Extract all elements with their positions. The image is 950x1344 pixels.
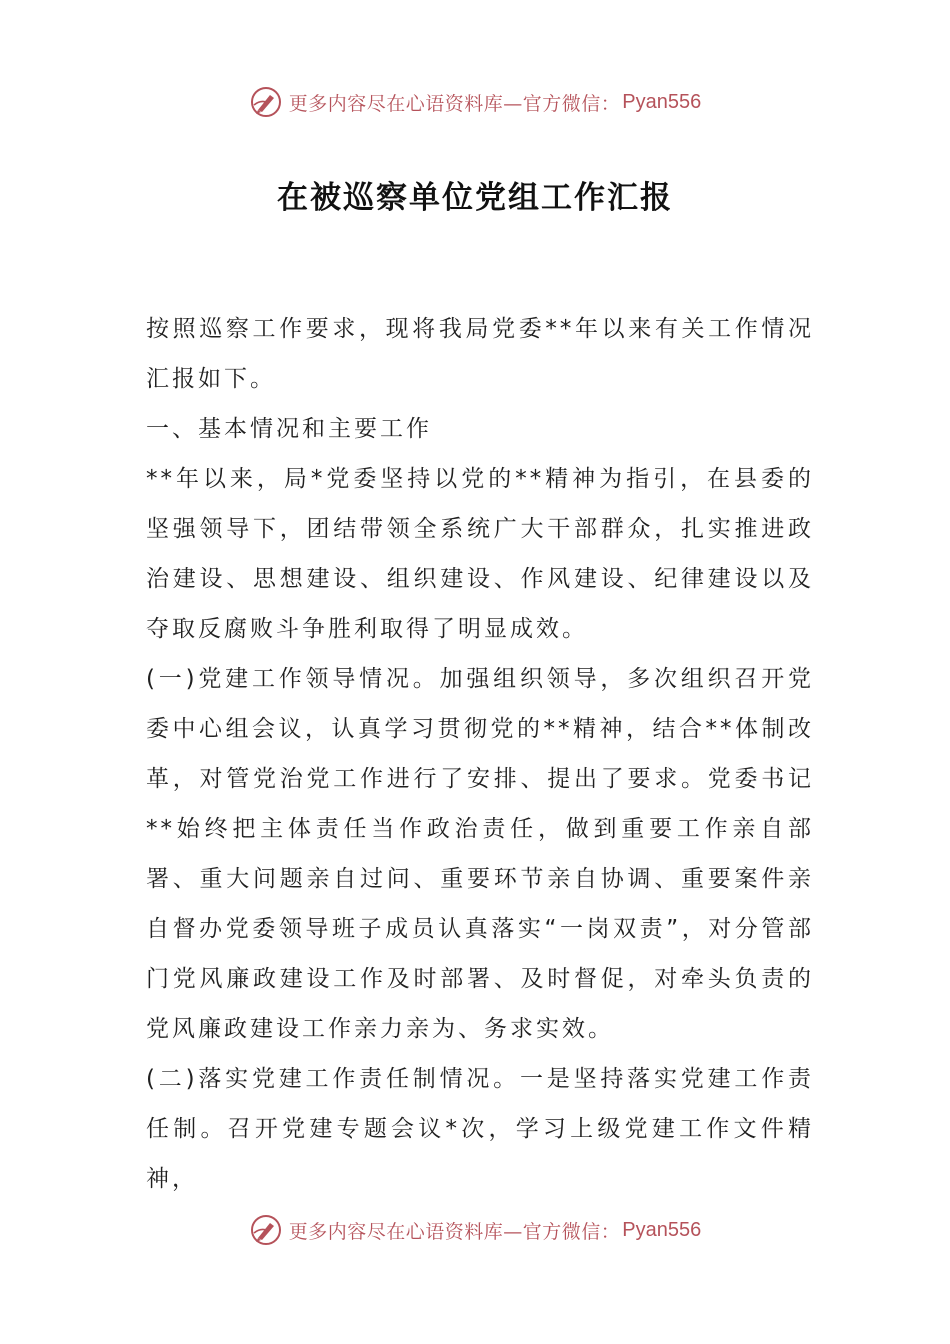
document-body (146, 304, 814, 1204)
section-heading: 一、基本情况和主要工作 (146, 416, 432, 442)
intro-paragraph: 按照巡察工作要求，现将我局党委**年以来有关工作情况汇报如下。 (146, 316, 814, 392)
watermark-handle: Pyan556 (622, 1218, 702, 1241)
pen-logo-icon (249, 85, 283, 119)
pen-logo-icon (249, 1213, 283, 1247)
watermark-text: 更多内容尽在心语资料库—官方微信： (288, 1220, 621, 1243)
body-paragraph: **年以来，局*党委坚持以党的**精神为指引，在县委的坚强领导下，团结带领全系统广大干部群众，扎实推进政治建设、思想建设、组织建设、作风建设、纪律建设以及夺取反腐败斗争胜利取得了明显成效。 (146, 466, 814, 642)
body-paragraph: (二)落实党建工作责任制情况。一是坚持落实党建工作责任制。召开党建专题会议*次，学习上级党建工作文件精神， (146, 1066, 814, 1192)
watermark-text: 更多内容尽在心语资料库—官方微信： (288, 92, 621, 115)
document-title: 在被巡察单位党组工作汇报 (277, 180, 673, 216)
header-watermark (0, 82, 950, 122)
body-paragraph: (一)党建工作领导情况。加强组织领导，多次组织召开党委中心组会议，认真学习贯彻党的**精神，结合**体制改革，对管党治党工作进行了安排、提出了要求。党委书记**始终把主体责任当作政治责任，做到重要工作亲自部署、重大问题亲自过问、重要环节亲自协调、重要案件亲自督办党委领导班子成员认真落实“一岗双责”，对分管部门党风廉政建设工作及时部署、及时督促，对牵头负责的党风廉政建设工作亲力亲为、务求实效。 (146, 666, 814, 1042)
watermark-handle: Pyan556 (622, 90, 702, 113)
footer-watermark (0, 1210, 950, 1250)
